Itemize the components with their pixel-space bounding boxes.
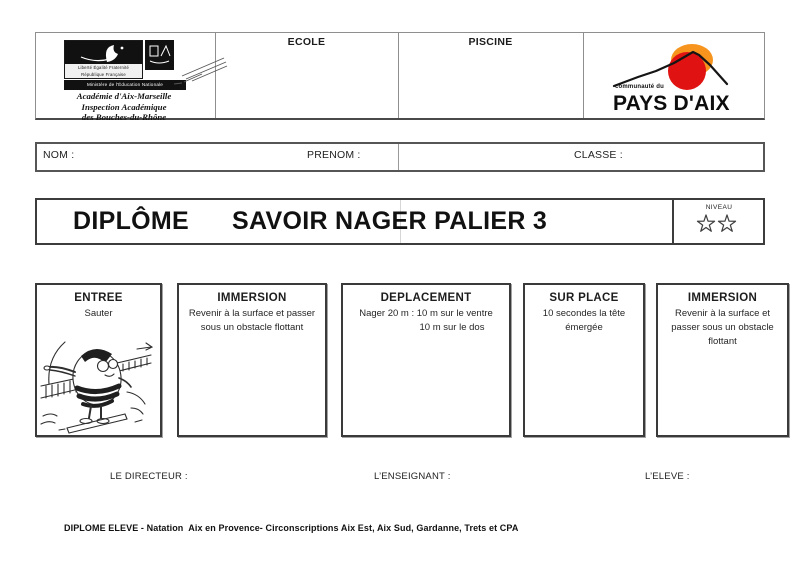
skill-box-line: Nager 20 m : 10 m sur le ventre bbox=[359, 308, 493, 319]
academy-name bbox=[58, 91, 190, 123]
diplome-label: DIPLÔME bbox=[73, 207, 189, 235]
skill-box-deplacement bbox=[341, 283, 511, 437]
prenom-label: PRENOM : bbox=[307, 149, 361, 161]
skill-box-title: ENTREE bbox=[74, 292, 123, 304]
piscine-label: PISCINE bbox=[468, 36, 513, 48]
skill-box-immersion-2 bbox=[656, 283, 789, 437]
motto-line-2: République Française bbox=[65, 71, 142, 78]
ministry-logo bbox=[64, 40, 143, 79]
identity-row bbox=[35, 142, 765, 172]
diver-illustration-icon bbox=[39, 330, 157, 434]
paysdaix-small-label: communauté du bbox=[615, 84, 664, 90]
academy-line-2: Inspection Académique bbox=[81, 101, 167, 112]
skill-box-immersion-1 bbox=[177, 283, 327, 437]
header-divider-3 bbox=[583, 33, 584, 118]
quill-swoosh-icon bbox=[172, 50, 228, 90]
paysdaix-name: PAYS D'AIX bbox=[613, 92, 730, 115]
skill-box-line: passer sous un obstacle bbox=[671, 322, 774, 333]
star-icon bbox=[697, 215, 714, 231]
footer-note: DIPLOME ELEVE - Natation Aix en Provence- Circonscriptions Aix Est, Aix Sud, Gardanne, Trets et CPA bbox=[64, 523, 519, 533]
skill-box-title: IMMERSION bbox=[217, 292, 287, 304]
classe-label: CLASSE : bbox=[574, 149, 623, 161]
motto-line-1: Liberté Égalité Fraternité bbox=[65, 64, 142, 71]
skill-box-title: SUR PLACE bbox=[549, 292, 619, 304]
skill-box-line: émergée bbox=[565, 322, 603, 333]
education-nationale-icon bbox=[145, 40, 174, 70]
niveau-cell-divider bbox=[672, 200, 674, 243]
page-title: SAVOIR NAGER PALIER 3 bbox=[232, 207, 548, 235]
skill-box-line: sous un obstacle flottant bbox=[200, 322, 304, 333]
skill-box-line: Sauter bbox=[84, 308, 113, 319]
skill-box-line: Revenir à la surface et bbox=[674, 308, 771, 319]
academy-line-3: des Bouches-du-Rhône bbox=[81, 112, 167, 123]
ministry-band: Ministère de l'Éducation Nationale bbox=[64, 80, 186, 90]
eleve-signature-label: L’ELEVE : bbox=[645, 471, 690, 482]
skill-box-line: 10 m sur le dos bbox=[419, 322, 485, 333]
niveau-stars bbox=[694, 212, 742, 238]
skill-box-title: IMMERSION bbox=[687, 292, 758, 304]
niveau-label: NIVEAU bbox=[705, 204, 733, 211]
academy-line-1: Académie d'Aix-Marseille bbox=[76, 91, 172, 101]
skill-box-sur-place bbox=[523, 283, 645, 437]
skill-box-line: flottant bbox=[708, 336, 737, 347]
directeur-signature-label: LE DIRECTEUR : bbox=[110, 471, 188, 482]
skill-box-line: 10 secondes la tête bbox=[542, 308, 626, 319]
marianne-profile-icon bbox=[65, 41, 142, 64]
star-icon bbox=[718, 215, 735, 231]
enseignant-signature-label: L’ENSEIGNANT : bbox=[374, 471, 451, 482]
identity-divider bbox=[398, 144, 399, 170]
skill-box-title: DEPLACEMENT bbox=[380, 292, 472, 304]
nom-label: NOM : bbox=[43, 149, 75, 161]
ecole-label: ECOLE bbox=[287, 36, 326, 48]
skill-box-line: Revenir à la surface et passer bbox=[188, 308, 316, 319]
